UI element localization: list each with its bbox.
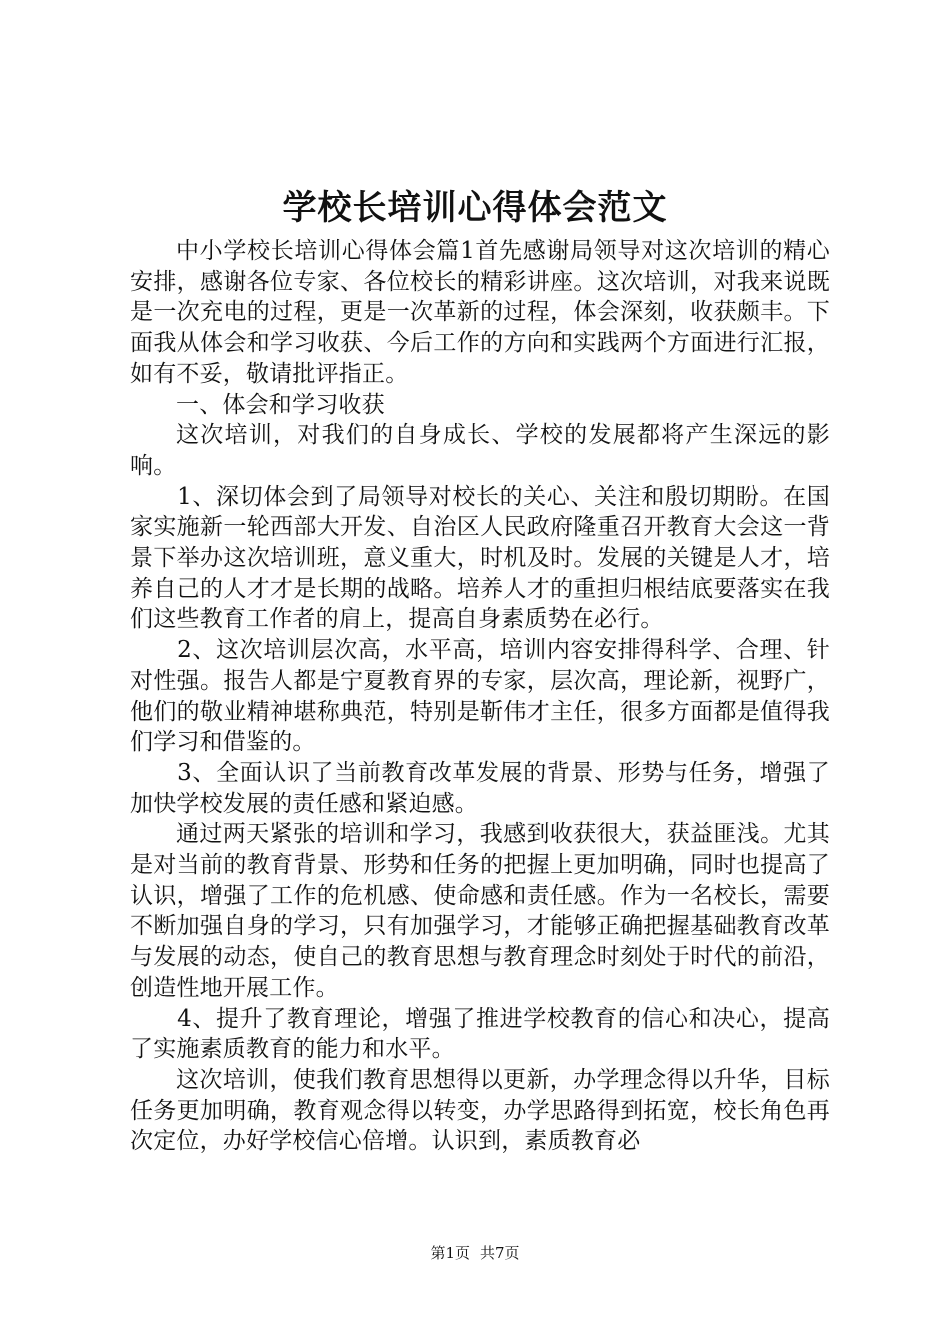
document-body <box>130 236 830 1157</box>
numbered-paragraph: 4、提升了教育理论，增强了推进学校教育的信心和决心，提高了实施素质教育的能力和水平。 <box>130 1005 830 1063</box>
paragraph: 这次培训，使我们教育思想得以更新，办学理念得以升华，目标任务更加明确，教育观念得以转变，办学思路得到拓宽，校长角色再次定位，办好学校信心倍增。认识到，素质教育必 <box>130 1066 830 1155</box>
numbered-paragraph: 1、深切体会到了局领导对校长的关心、关注和殷切期盼。在国家实施新一轮西部大开发、自治区人民政府隆重召开教育大会这一背景下举办这次培训班，意义重大，时机及时。发展的关键是人才，培养自己的人才才是长期的战略。培养人才的重担归根结底要落实在我们这些教育工作者的肩上，提高自身素质势在必行。 <box>130 483 830 633</box>
paragraph: 通过两天紧张的培训和学习，我感到收获很大，获益匪浅。尤其是对当前的教育背景、形势和任务的把握上更加明确，同时也提高了认识，增强了工作的危机感、使命感和责任感。作为一名校长，需要不断加强自身的学习，只有加强学习，才能够正确把握基础教育改革与发展的动态，使自己的教育思想与教育理念时刻处于时代的前沿，创造性地开展工作。 <box>130 821 830 1001</box>
document-title: 学校长培训心得体会范文 <box>282 188 668 228</box>
numbered-paragraph: 3、全面认识了当前教育改革发展的背景、形势与任务，增强了加快学校发展的责任感和紧迫感。 <box>130 759 830 817</box>
page-footer <box>0 1243 950 1263</box>
section-heading: 一、体会和学习收获 <box>176 391 385 418</box>
page-total: 共7页 <box>480 1244 520 1262</box>
page-number: 第1页 <box>430 1244 470 1262</box>
paragraph: 这次培训，对我们的自身成长、学校的发展都将产生深远的影响。 <box>130 422 830 479</box>
paragraph-intro: 中小学校长培训心得体会篇1首先感谢局领导对这次培训的精心安排，感谢各位专家、各位校长的精彩讲座。这次培训，对我来说既是一次充电的过程，更是一次革新的过程，体会深刻，收获颇丰。下面我从体会和学习收获、今后工作的方向和实践两个方面进行汇报，如有不妥，敬请批评指正。 <box>130 238 830 387</box>
numbered-paragraph: 2、这次培训层次高，水平高，培训内容安排得科学、合理、针对性强。报告人都是宁夏教育界的专家，层次高，理论新，视野广，他们的敬业精神堪称典范，特别是靳伟才主任，很多方面都是值得我们学习和借鉴的。 <box>130 637 830 756</box>
